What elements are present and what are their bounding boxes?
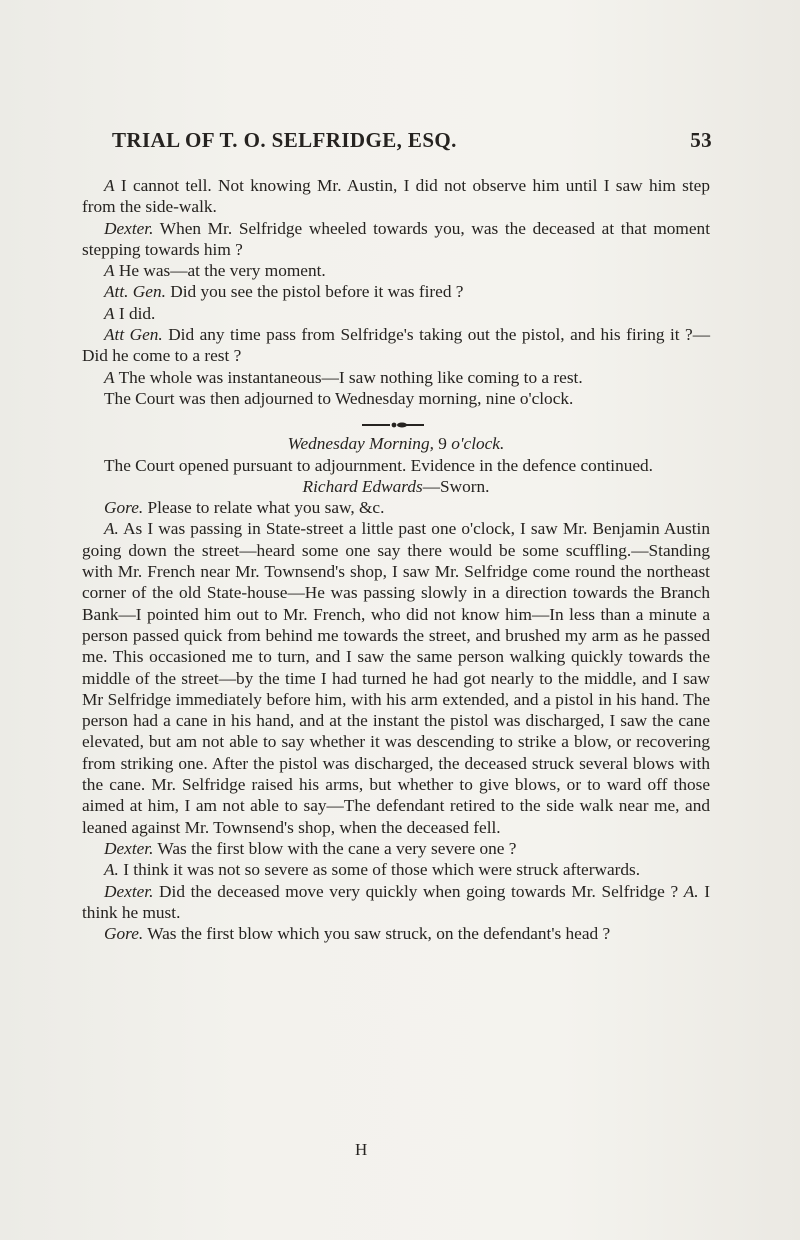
paragraph [82, 367, 710, 388]
paragraph [82, 175, 710, 218]
paragraph [82, 518, 710, 837]
paragraph-text: Was the first blow which you saw struck, on the defendant's head ? [143, 924, 611, 944]
paragraph [82, 388, 710, 409]
speaker: Att. Gen. [104, 282, 166, 302]
section-divider [82, 415, 710, 429]
paragraph-text: I think it was not so severe as some of those which were struck afterwards. [118, 860, 641, 880]
running-title: TRIAL OF T. O. SELFRIDGE, ESQ. [112, 128, 457, 152]
paragraph-text: The Court was then adjourned to Wednesday morning, nine o'clock. [104, 388, 574, 408]
paragraph [82, 838, 710, 859]
paragraph-text: Was the first blow with the cane a very severe one ? [153, 838, 517, 858]
paragraph [82, 881, 710, 924]
paragraph [82, 859, 710, 880]
paragraph-text: The whole was instantaneous—I saw nothing like coming to a rest. [114, 367, 583, 387]
witness-name: Richard Edwards [302, 476, 423, 496]
paragraph [82, 260, 710, 281]
answer-text: I think he must. [82, 881, 710, 922]
section-heading [82, 433, 710, 454]
signature-mark: H [355, 1140, 368, 1159]
speaker: A. [104, 519, 119, 539]
answer-speaker: A. [683, 881, 699, 901]
paragraph-text: Did any time pass from Selfridge's taking out the pistol, and his firing it ?—Did he come to a rest ? [82, 325, 710, 366]
paragraph-text: Did the deceased move very quickly when going towards Mr. Selfridge ? [153, 881, 684, 901]
speaker: Gore. [104, 498, 144, 518]
paragraph [82, 324, 710, 367]
speaker: Dexter. [104, 218, 154, 238]
paragraph-text: Did you see the pistol before it was fired ? [165, 282, 464, 302]
paragraph-text: As I was passing in State-street a little past one o'clock, I saw Mr. Benjamin Austin going down the street—heard some one say there would be some scuffling.—Standing with Mr. French near Mr. Townsend's shop, I saw Mr. Selfridge come round the northeast corner of the old State-house—He was passing slowly in a direction towards the Branch Bank—I pointed him out to Mr. French, who did not know him—In less than a minute a person passed quick from behind me towards the street, and brushed my arm as he passed me. This occasioned me to turn, and I saw the same person walking quickly towards the middle of the street—by the time I had turned he had got nearly to the middle, and I saw Mr Selfridge immediately before him, with his arm extended, and a pistol in his hand. The person had a cane in his hand, and at the instant the pistol was discharged, I saw the cane elevated, but am not able to say whether it was descending to strike a blow, or recovering from striking one. After the pistol was discharged, the deceased struck several blows with the cane. Mr. Selfridge raised his arms, but whether to give blows, or to ward off those aimed at him, I am not able to say—The defendant retired to the side walk near me, and leaned against Mr. Townsend's shop, when the deceased fell. [82, 519, 710, 837]
speaker: A [104, 367, 115, 387]
witness-status: —Sworn. [422, 476, 490, 496]
section-day: Wednesday Morning, [287, 434, 434, 454]
speaker: A [104, 176, 115, 195]
opening-paragraph: The Court opened pursuant to adjournment. Evidence in the defence continued. [104, 455, 653, 475]
speaker: Gore. [104, 924, 144, 944]
speaker: Att Gen. [104, 325, 163, 345]
witness-heading [82, 476, 710, 497]
text-body [82, 175, 710, 944]
section-oclock: o'clock. [451, 434, 505, 454]
paragraph-text: I cannot tell. Not knowing Mr. Austin, I did not observe him until I saw him step from the side-walk. [82, 176, 710, 217]
paragraph [82, 303, 710, 324]
speaker: Dexter. [104, 881, 154, 901]
speaker: A [104, 303, 115, 323]
speaker: Dexter. [104, 838, 154, 858]
divider-ornament-icon [356, 419, 436, 431]
paragraph-text: Please to relate what you saw, &c. [143, 498, 385, 518]
paragraph [82, 497, 710, 518]
paragraph [82, 281, 710, 302]
paragraph-text: He was—at the very moment. [114, 261, 326, 281]
section-time: 9 [433, 434, 452, 454]
speaker: A [104, 261, 115, 281]
paragraph [82, 218, 710, 261]
paragraph [82, 923, 710, 944]
page-number: 53 [690, 128, 712, 152]
paragraph-text: I did. [114, 303, 156, 323]
speaker: A. [104, 860, 119, 880]
paragraph-text: When Mr. Selfridge wheeled towards you, was the deceased at that moment stepping towards him ? [82, 218, 710, 259]
